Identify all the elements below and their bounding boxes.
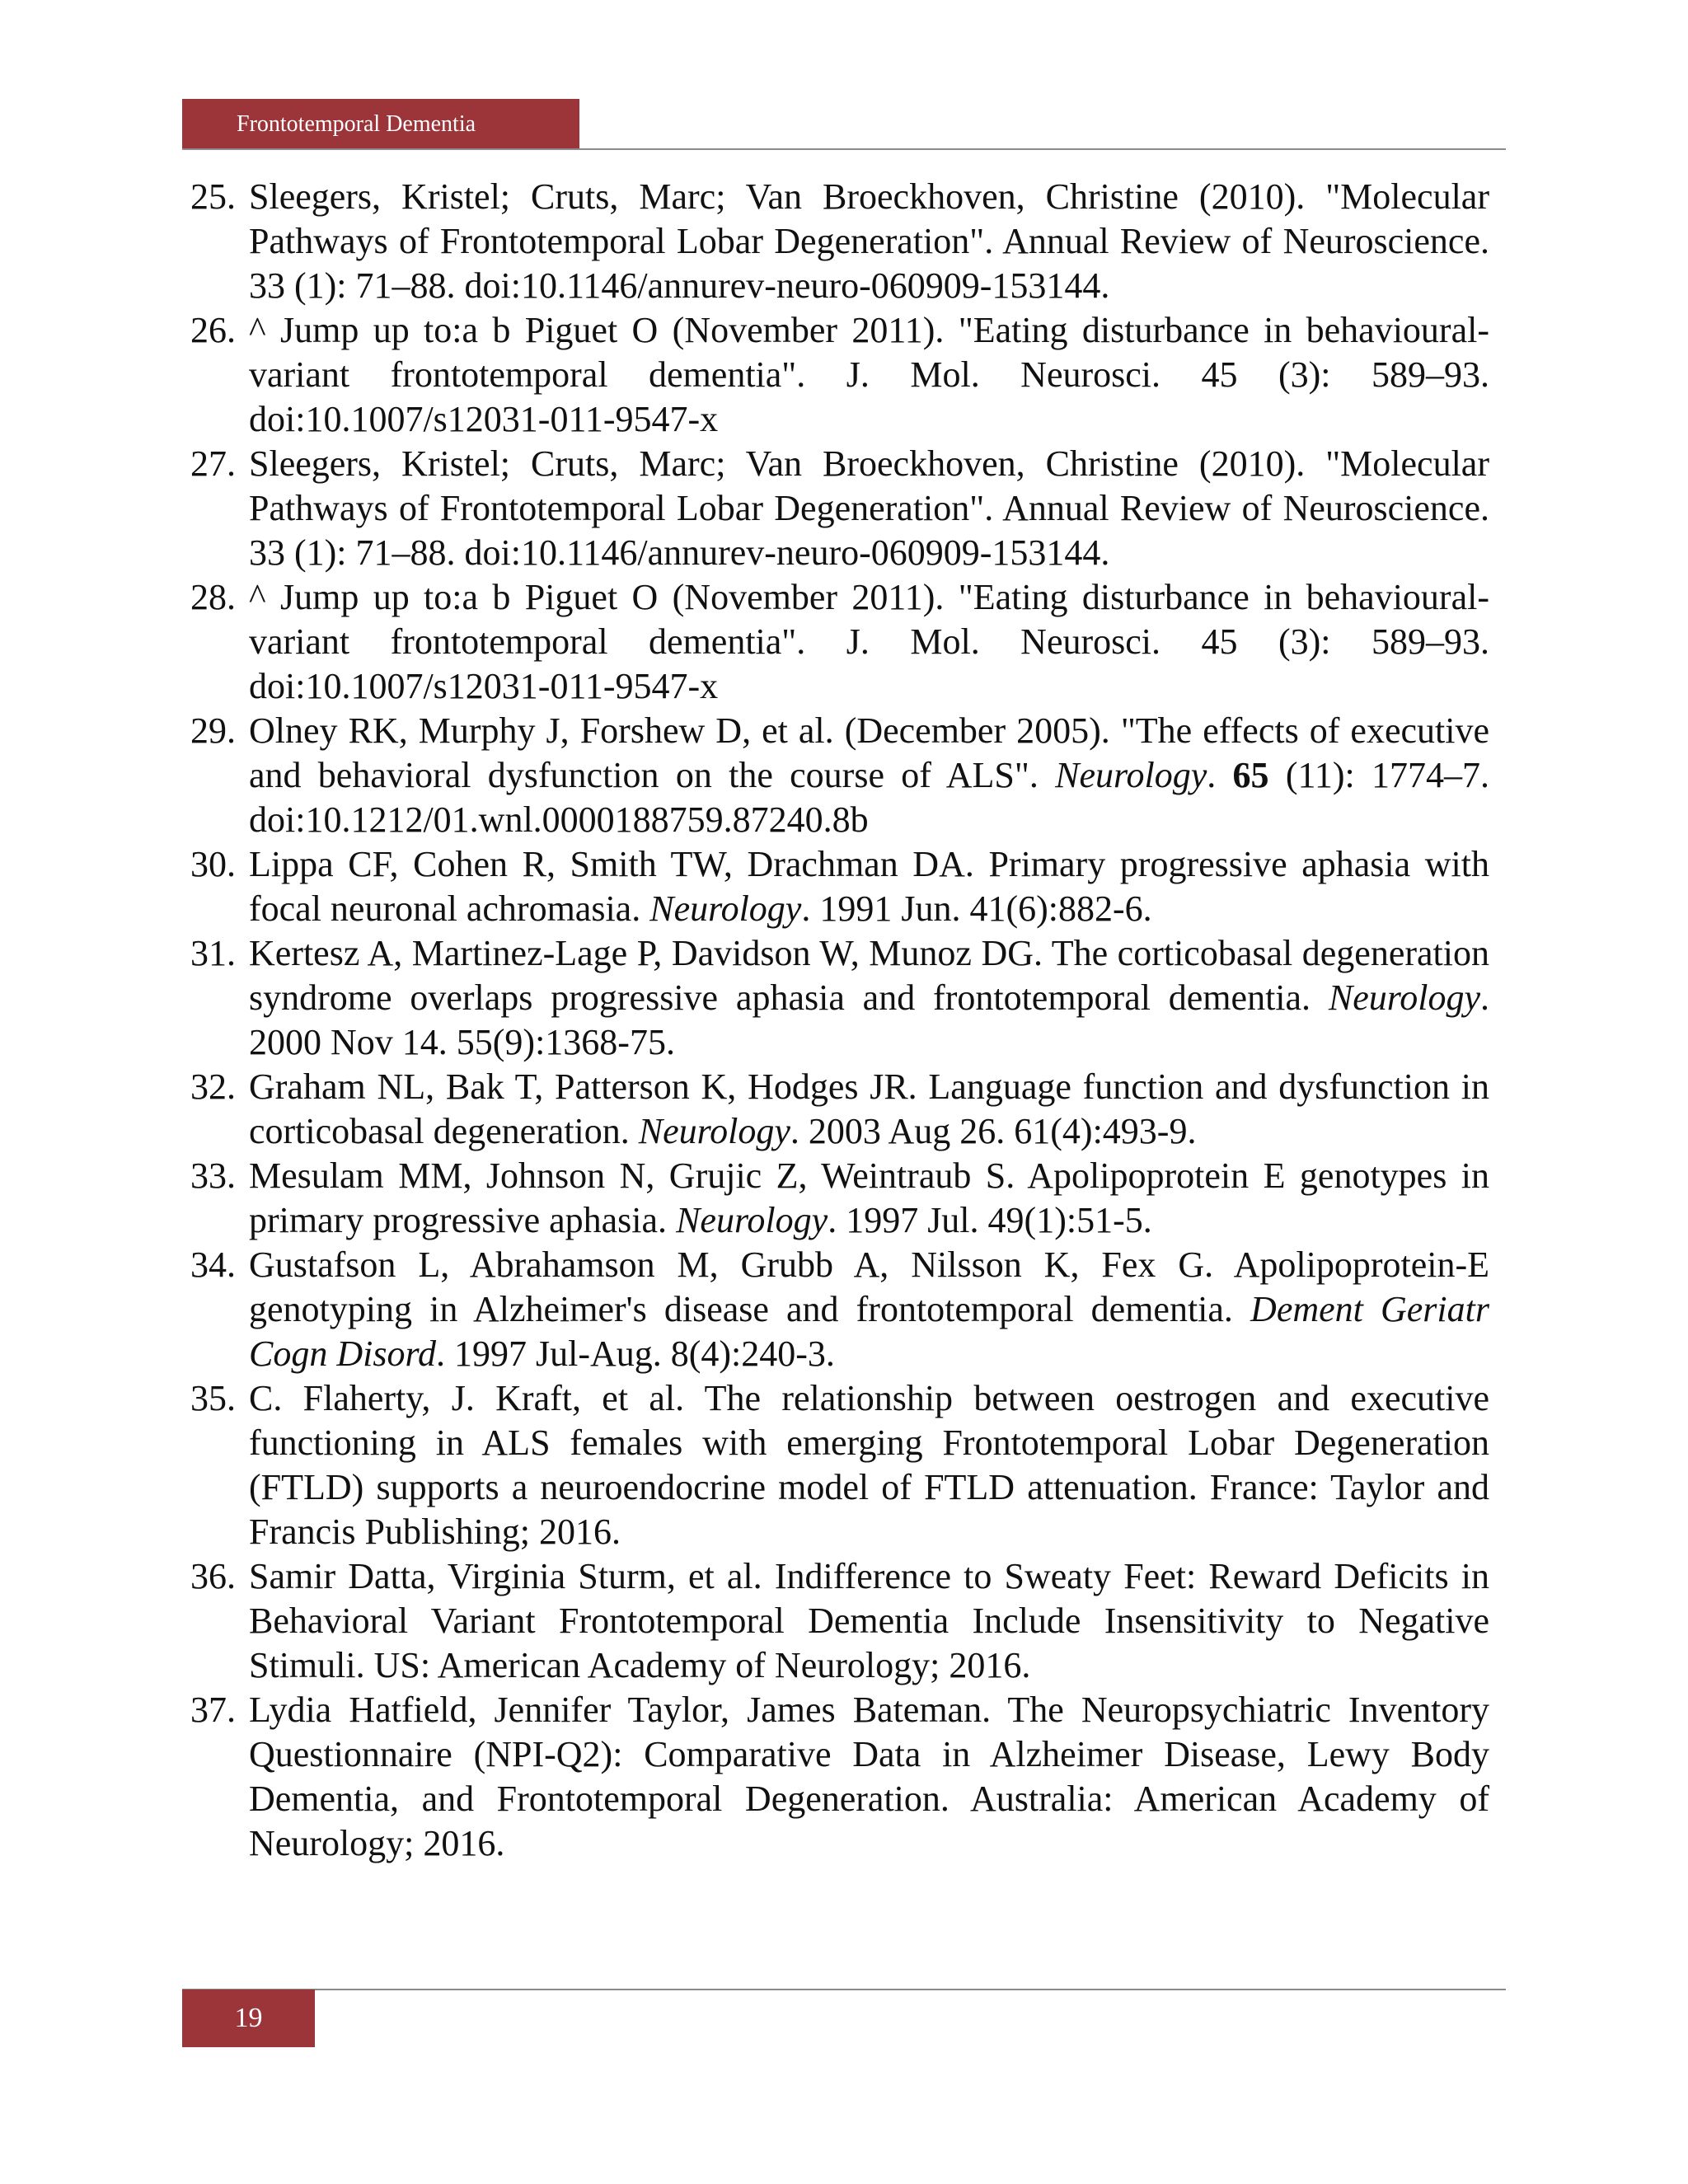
header-divider: [182, 148, 1506, 150]
citation-text: Lippa CF, Cohen R, Smith TW, Drachman DA. Primary progressive aphasia with focal neuronal achromasia.: [249, 844, 1489, 929]
citation-text: Olney RK, Murphy J, Forshew D, et al. (December 2005). "The effects of executive and behavioral dysfunction on the course of ALS".: [249, 710, 1489, 795]
reference-text: [249, 933, 1489, 1062]
journal-title: Neurology: [676, 1200, 828, 1240]
reference-number: 30.: [190, 844, 236, 884]
running-header-title: Frontotemporal Dementia: [237, 111, 476, 137]
citation-text: ^ Jump up to:a b Piguet O (November 2011). "Eating disturbance in behavioural-variant frontotemporal dementia". J. Mol. Neurosci. 45 (3): 589–93. doi:10.1007/s12031-011-9547-x: [249, 310, 1489, 439]
reference-text: [249, 176, 1489, 306]
reference-item: [182, 1154, 1489, 1243]
reference-text: [249, 310, 1489, 439]
reference-number: 28.: [190, 577, 236, 617]
reference-item: [182, 175, 1489, 308]
volume-number: 65: [1232, 755, 1269, 795]
reference-text: [249, 1244, 1489, 1374]
journal-title: Neurology: [1055, 755, 1207, 795]
citation-text: . 1997 Jul-Aug. 8(4):240-3.: [435, 1333, 835, 1374]
reference-text: [249, 710, 1489, 840]
reference-item: [182, 1065, 1489, 1154]
citation-text: Sleegers, Kristel; Cruts, Marc; Van Broeckhoven, Christine (2010). "Molecular Pathways of Frontotemporal Lobar Degeneration". Annual Review of Neuroscience. 33 (1): 71–88. doi:10.1146/annurev-neuro-060909-153144.: [249, 443, 1489, 573]
reference-text: [249, 1556, 1489, 1685]
citation-text: C. Flaherty, J. Kraft, et al. The relationship between oestrogen and executive functioning in ALS females with emerging Frontotemporal Lobar Degeneration (FTLD) supports a neuroendocrine model of FTLD attenuation. France: Taylor and Francis Publishing; 2016.: [249, 1378, 1489, 1552]
journal-title: Neurology: [638, 1111, 790, 1151]
reference-number: 33.: [190, 1155, 236, 1196]
reference-item: [182, 1554, 1489, 1688]
journal-title: Neurology: [649, 888, 802, 929]
reference-number: 34.: [190, 1244, 236, 1285]
reference-number: 26.: [190, 310, 236, 350]
reference-number: 31.: [190, 933, 236, 973]
reference-number: 29.: [190, 710, 236, 751]
citation-text: . 1997 Jul. 49(1):51-5.: [828, 1200, 1152, 1240]
citation-text: Kertesz A, Martinez-Lage P, Davidson W, Munoz DG. The corticobasal degeneration syndrome overlaps progressive aphasia and frontotemporal dementia.: [249, 933, 1489, 1018]
reference-item: [182, 842, 1489, 931]
footer-divider: [182, 1989, 1506, 1990]
reference-list: [182, 175, 1489, 1866]
citation-text: .: [1207, 755, 1233, 795]
reference-text: [249, 844, 1489, 929]
reference-item: [182, 709, 1489, 842]
journal-title: Neurology: [1328, 977, 1480, 1018]
citation-text: Gustafson L, Abrahamson M, Grubb A, Nilsson K, Fex G. Apolipoprotein-E genotyping in Alzheimer's disease and frontotemporal dementia.: [249, 1244, 1489, 1329]
reference-number: 32.: [190, 1066, 236, 1107]
page-number: 19: [234, 2003, 263, 2033]
journal-title: Dement Geriatr Cogn Disord: [249, 1289, 1489, 1374]
citation-text: Sleegers, Kristel; Cruts, Marc; Van Broeckhoven, Christine (2010). "Molecular Pathways of Frontotemporal Lobar Degeneration". Annual Review of Neuroscience. 33 (1): 71–88. doi:10.1146/annurev-neuro-060909-153144.: [249, 176, 1489, 306]
running-header: [182, 99, 579, 149]
citation-text: Lydia Hatfield, Jennifer Taylor, James Bateman. The Neuropsychiatric Inventory Questionnaire (NPI-Q2): Comparative Data in Alzheimer Disease, Lewy Body Dementia, and Frontotemporal Degeneration. Australia: American Academy of Neurology; 2016.: [249, 1690, 1489, 1863]
reference-text: [249, 443, 1489, 573]
citation-text: . 2000 Nov 14. 55(9):1368-75.: [249, 977, 1489, 1062]
reference-text: [249, 1378, 1489, 1552]
reference-number: 25.: [190, 176, 236, 217]
reference-item: [182, 931, 1489, 1065]
reference-item: [182, 1376, 1489, 1554]
reference-text: [249, 1690, 1489, 1863]
reference-number: 36.: [190, 1556, 236, 1596]
reference-text: [249, 577, 1489, 706]
reference-item: [182, 1688, 1489, 1866]
reference-item: [182, 442, 1489, 575]
citation-text: (11): 1774–7. doi:10.1212/01.wnl.0000188759.87240.8b: [249, 755, 1489, 840]
citation-text: Samir Datta, Virginia Sturm, et al. Indifference to Sweaty Feet: Reward Deficits in Behavioral Variant Frontotemporal Dementia Include Insensitivity to Negative Stimuli. US: American Academy of Neurology; 2016.: [249, 1556, 1489, 1685]
reference-number: 27.: [190, 443, 236, 484]
citation-text: . 1991 Jun. 41(6):882-6.: [801, 888, 1152, 929]
citation-text: Mesulam MM, Johnson N, Grujic Z, Weintraub S. Apolipoprotein E genotypes in primary progressive aphasia.: [249, 1155, 1489, 1240]
citation-text: ^ Jump up to:a b Piguet O (November 2011). "Eating disturbance in behavioural-variant frontotemporal dementia". J. Mol. Neurosci. 45 (3): 589–93. doi:10.1007/s12031-011-9547-x: [249, 577, 1489, 706]
reference-number: 37.: [190, 1690, 236, 1730]
reference-text: [249, 1066, 1489, 1151]
reference-item: [182, 308, 1489, 442]
page-number-badge: [182, 1990, 315, 2047]
citation-text: Graham NL, Bak T, Patterson K, Hodges JR. Language function and dysfunction in corticobasal degeneration.: [249, 1066, 1489, 1151]
reference-item: [182, 575, 1489, 709]
reference-number: 35.: [190, 1378, 236, 1418]
reference-text: [249, 1155, 1489, 1240]
citation-text: . 2003 Aug 26. 61(4):493-9.: [790, 1111, 1197, 1151]
reference-item: [182, 1243, 1489, 1376]
